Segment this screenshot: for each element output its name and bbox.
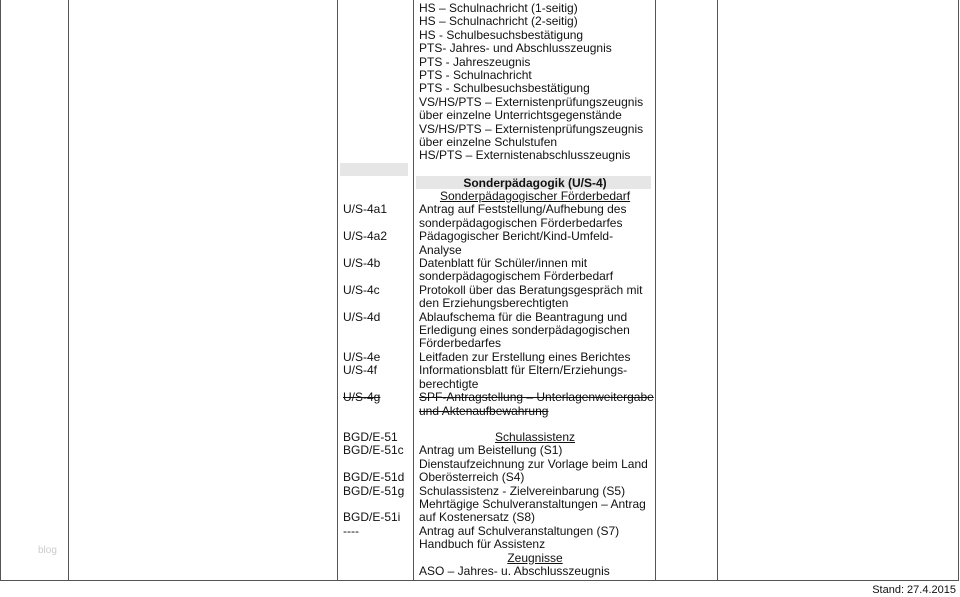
list-item: Antrag auf Feststellung/Aufhebung des — [419, 202, 627, 217]
table-border-left — [0, 0, 1, 580]
sonder-code-list — [343, 190, 387, 404]
top-document-list — [419, 2, 651, 163]
list-item: PTS - Schulnachricht — [419, 68, 532, 83]
section-title-sonderpaedagogik: Sonderpädagogik (U/S-4) — [463, 176, 607, 190]
list-item: auf Kostenersatz (S8) — [419, 510, 536, 525]
section-title-zeugnisse: Zeugnisse — [507, 550, 563, 565]
list-item: HS - Schulbesuchsbestätigung — [419, 27, 584, 42]
assistenz-code-list — [343, 431, 404, 538]
list-item: VS/HS/PTS – Externistenprüfungszeugnis — [419, 94, 644, 109]
section-subtitle: Sonderpädagogischer Förderbedarf — [439, 189, 631, 203]
column-divider-3 — [413, 0, 414, 580]
sonder-description-list — [419, 189, 654, 418]
list-item: den Erziehungsberechtigten — [419, 296, 569, 311]
list-item: Oberösterreich (S4) — [419, 470, 525, 485]
form-code: U/S-4c — [343, 282, 380, 297]
column-divider-4 — [655, 0, 656, 580]
column-divider-5 — [717, 0, 718, 580]
table-border-bottom — [0, 580, 959, 581]
list-item: über einzelne Schulstufen — [419, 135, 558, 150]
list-item: Protokoll über das Beratungsgespräch mit — [419, 282, 643, 297]
form-code: BGD/E-51g — [343, 483, 405, 498]
list-item: Handbuch für Assistenz — [419, 537, 546, 552]
list-item: ASO – Jahres- u. Abschlusszeugnis — [419, 564, 610, 579]
list-item: über einzelne Unterrichtsgegenstände — [419, 108, 622, 123]
list-item: Mehrtägige Schulveranstaltungen – Antrag — [419, 497, 646, 512]
column-divider-2 — [337, 0, 338, 580]
watermark: blog — [38, 545, 57, 556]
form-code: U/S-4d — [343, 309, 381, 324]
list-item: berechtigte — [419, 376, 479, 391]
section-title-schulassistenz: Schulassistenz — [494, 430, 576, 444]
form-code: U/S-4e — [343, 349, 381, 364]
list-item: PTS - Jahreszeugnis — [419, 54, 531, 69]
list-item: HS – Schulnachricht (1-seitig) — [419, 1, 578, 15]
form-code: BGD/E-51d — [343, 470, 405, 485]
list-item: Erledigung eines sonderpädagogischen — [419, 323, 630, 338]
list-item: Antrag um Beistellung (S1) — [419, 443, 563, 458]
list-item: Analyse — [419, 242, 462, 257]
form-code-struck: U/S-4g — [343, 389, 381, 404]
assistenz-description-list — [419, 431, 651, 578]
list-item: Leitfaden zur Erstellung eines Berichtes — [419, 349, 631, 364]
list-item: Antrag auf Schulveranstaltungen (S7) — [419, 523, 620, 538]
table-border-right — [958, 0, 959, 580]
form-code: BGD/E-51i — [343, 510, 401, 525]
form-code: ---- — [343, 523, 359, 538]
list-item: VS/HS/PTS – Externistenprüfungszeugnis — [419, 121, 644, 136]
list-item: Schulassistenz - Zielvereinbarung (S5) — [419, 483, 626, 498]
list-item: Förderbedarfes — [419, 336, 502, 351]
list-item-struck: SPF-Antragstellung – Unterlagenweitergabe — [419, 390, 654, 405]
list-item: PTS - Schulbesuchsbestätigung — [419, 81, 590, 96]
list-item: Ablaufschema für die Beantragung und — [419, 309, 628, 324]
shaded-cell-codes — [340, 163, 408, 176]
list-item: sonderpädagogischem Förderbedarf — [419, 269, 614, 284]
form-code: BGD/E-51c — [343, 443, 404, 458]
form-code: U/S-4b — [343, 255, 381, 270]
list-item-struck: und Aktenaufbewahrung — [419, 403, 549, 418]
list-item: Dienstaufzeichnung zur Vorlage beim Land — [419, 456, 648, 471]
form-code: BGD/E-51 — [343, 430, 398, 444]
list-item: Pädagogischer Bericht/Kind-Umfeld- — [419, 229, 614, 244]
list-item: Datenblatt für Schüler/innen mit — [419, 256, 588, 271]
form-code: U/S-4a1 — [343, 202, 388, 217]
column-divider-1 — [68, 0, 69, 580]
list-item: Informationsblatt für Eltern/Erziehungs- — [419, 363, 628, 378]
form-code: U/S-4a2 — [343, 229, 388, 244]
footer-date: Stand: 27.4.2015 — [872, 584, 956, 596]
list-item: HS – Schulnachricht (2-seitig) — [419, 14, 578, 29]
list-item: PTS- Jahres- und Abschlusszeugnis — [419, 41, 612, 56]
list-item: HS/PTS – Externistenabschlusszeugnis — [419, 148, 631, 163]
form-code: U/S-4f — [343, 363, 378, 378]
list-item: sonderpädagogischen Förderbedarfes — [419, 215, 623, 230]
